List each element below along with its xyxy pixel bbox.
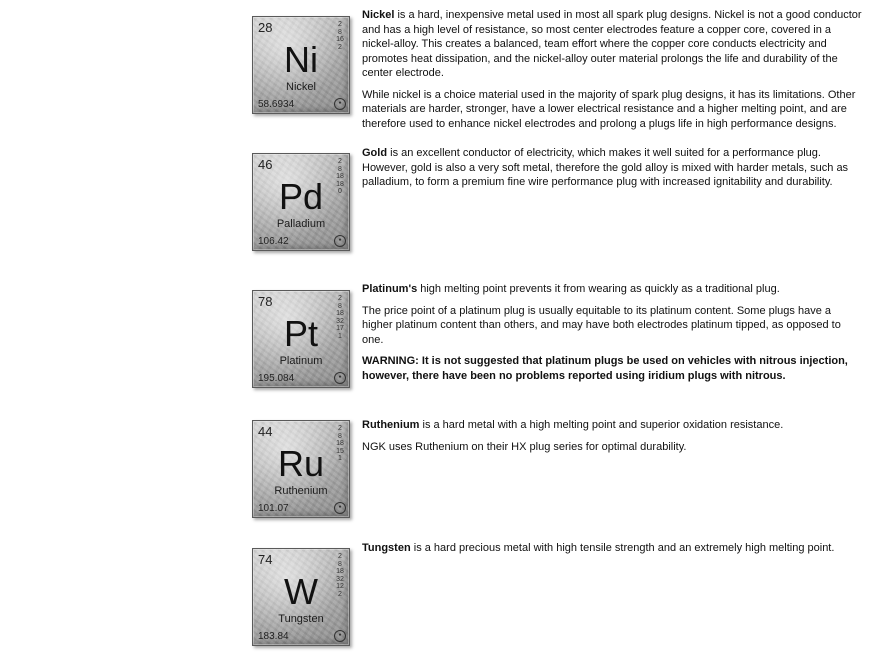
ngk-logo-icon: ● — [334, 372, 346, 384]
electron-shell-count: 8 — [338, 560, 342, 568]
electron-shells — [335, 158, 345, 196]
electron-shell-count: 18 — [336, 180, 344, 188]
electron-shell-count: 1 — [338, 455, 342, 462]
description-paragraph — [362, 146, 862, 190]
electron-shell-count: 2 — [338, 553, 342, 560]
atomic-number: 78 — [258, 294, 273, 309]
element-description — [362, 146, 862, 197]
element-symbol: W — [284, 571, 318, 612]
atomic-mass: 106.42 — [258, 236, 289, 247]
paragraph-text: is a hard precious metal with high tensile strength and an extremely high melting point. — [410, 542, 835, 554]
electron-shell-count: 18 — [336, 310, 344, 317]
electron-shell-count: 8 — [338, 432, 342, 440]
element-symbol: Pt — [283, 313, 318, 354]
element-name: Platinum — [279, 355, 323, 367]
element-description — [362, 418, 862, 461]
highlighted-term: Nickel — [362, 9, 395, 21]
element-description — [362, 282, 862, 390]
highlighted-term: Tungsten — [362, 542, 411, 554]
element-tile-platinum — [252, 290, 350, 388]
ngk-logo-icon: ● — [334, 98, 346, 110]
electron-shell-count: 1 — [338, 332, 342, 340]
electron-shells — [335, 295, 345, 340]
description-paragraph — [362, 88, 862, 132]
electron-shell-count: 8 — [338, 28, 342, 36]
electron-shell-count: 18 — [336, 440, 344, 447]
paragraph-text: high melting point prevents it from wearing as quickly as a traditional plug. — [417, 283, 780, 295]
paragraph-text: While nickel is a choice material used in the majority of spark plug designs, it has its limitations. Other materials are harder, stronger, have a lower electrical resistance and a higher melting point, and are therefore used to enhance nickel electrodes and prolong a plugs life in high performance designs. — [362, 88, 856, 130]
electron-shells — [335, 425, 345, 463]
element-name: Ruthenium — [274, 485, 328, 497]
electron-shell-count: 2 — [338, 295, 342, 302]
element-symbol: Pd — [278, 176, 324, 217]
atomic-number: 74 — [258, 552, 273, 567]
atomic-mass: 195.084 — [258, 373, 295, 384]
paragraph-text: The price point of a platinum plug is usually equitable to its platinum content. Some plugs have a higher platinum content than others, and may have both electrodes platinum tipped, as opposed to one. — [362, 304, 841, 346]
ngk-logo-icon: ● — [334, 630, 346, 642]
description-paragraph — [362, 282, 862, 297]
paragraph-text: is an excellent conductor of electricity, which makes it well suited for a performance plug. However, gold is also a very soft metal, therefore the gold alloy is mixed with harder metals, such as palladium, to form a premium fine wire performance plug with increased ignitability and durability. — [362, 147, 849, 188]
description-paragraph — [362, 354, 862, 383]
element-symbol: Ni — [284, 39, 318, 80]
element-name: Nickel — [286, 81, 316, 93]
ngk-logo-icon: ● — [334, 502, 346, 514]
ngk-logo-icon: ● — [334, 235, 346, 247]
description-paragraph — [362, 541, 862, 556]
electron-shell-count: 32 — [336, 317, 344, 325]
electron-shell-count: 12 — [336, 583, 344, 590]
element-tile-nickel — [252, 16, 350, 114]
element-description — [362, 541, 862, 563]
electron-shell-count: 8 — [338, 165, 342, 173]
electron-shell-count: 2 — [338, 43, 342, 51]
atomic-mass: 183.84 — [258, 631, 289, 642]
highlighted-term: Ruthenium — [362, 419, 420, 431]
element-name: Tungsten — [278, 613, 324, 625]
electron-shells — [335, 553, 345, 598]
paragraph-text: is a hard metal with a high melting point and superior oxidation resistance. — [419, 419, 784, 431]
electron-shell-count: 16 — [336, 36, 344, 43]
description-paragraph — [362, 418, 862, 433]
electron-shell-count: 18 — [336, 568, 344, 575]
atomic-mass: 101.07 — [258, 503, 289, 514]
element-name: Palladium — [276, 218, 326, 230]
electron-shell-count: 2 — [338, 158, 342, 165]
element-tile-palladium — [252, 153, 350, 251]
highlighted-term: Gold — [362, 147, 388, 159]
highlighted-term: WARNING: It is not suggested that platinum plugs be used on vehicles with nitrous injection, however, there have been no problems reported using iridium plugs with nitrous. — [362, 355, 848, 382]
paragraph-text: NGK uses Ruthenium on their HX plug series for optimal durability. — [362, 440, 687, 453]
electron-shells — [335, 21, 345, 51]
description-paragraph — [362, 440, 862, 455]
electron-shell-count: 0 — [338, 188, 342, 195]
element-description — [362, 8, 862, 138]
electron-shell-count: 17 — [336, 325, 344, 332]
highlighted-term: Platinum's — [362, 283, 418, 295]
atomic-number: 44 — [258, 424, 273, 439]
electron-shell-count: 2 — [338, 425, 342, 432]
electron-shell-count: 15 — [336, 447, 344, 455]
electron-shell-count: 32 — [336, 575, 344, 583]
atomic-number: 46 — [258, 157, 273, 172]
element-tile-tungsten — [252, 548, 350, 646]
element-symbol: Ru — [277, 443, 325, 484]
atomic-mass: 58.6934 — [258, 99, 295, 110]
element-tile-ruthenium — [252, 420, 350, 518]
electron-shell-count: 2 — [338, 21, 342, 28]
description-paragraph — [362, 304, 862, 348]
electron-shell-count: 8 — [338, 302, 342, 310]
atomic-number: 28 — [258, 20, 273, 35]
electron-shell-count: 18 — [336, 173, 344, 180]
paragraph-text: is a hard, inexpensive metal used in most all spark plug designs. Nickel is not a good conductor and has a high level of resistance, so most center electrodes feature a copper core, covered in a nickel-alloy. This creates a balanced, team effort where the copper core conducts electricity and promotes heat dissipation, and the nickel-alloy outer material prolongs the life and durability of the center electrode. — [362, 9, 862, 79]
description-paragraph — [362, 8, 862, 81]
electron-shell-count: 2 — [338, 590, 342, 598]
